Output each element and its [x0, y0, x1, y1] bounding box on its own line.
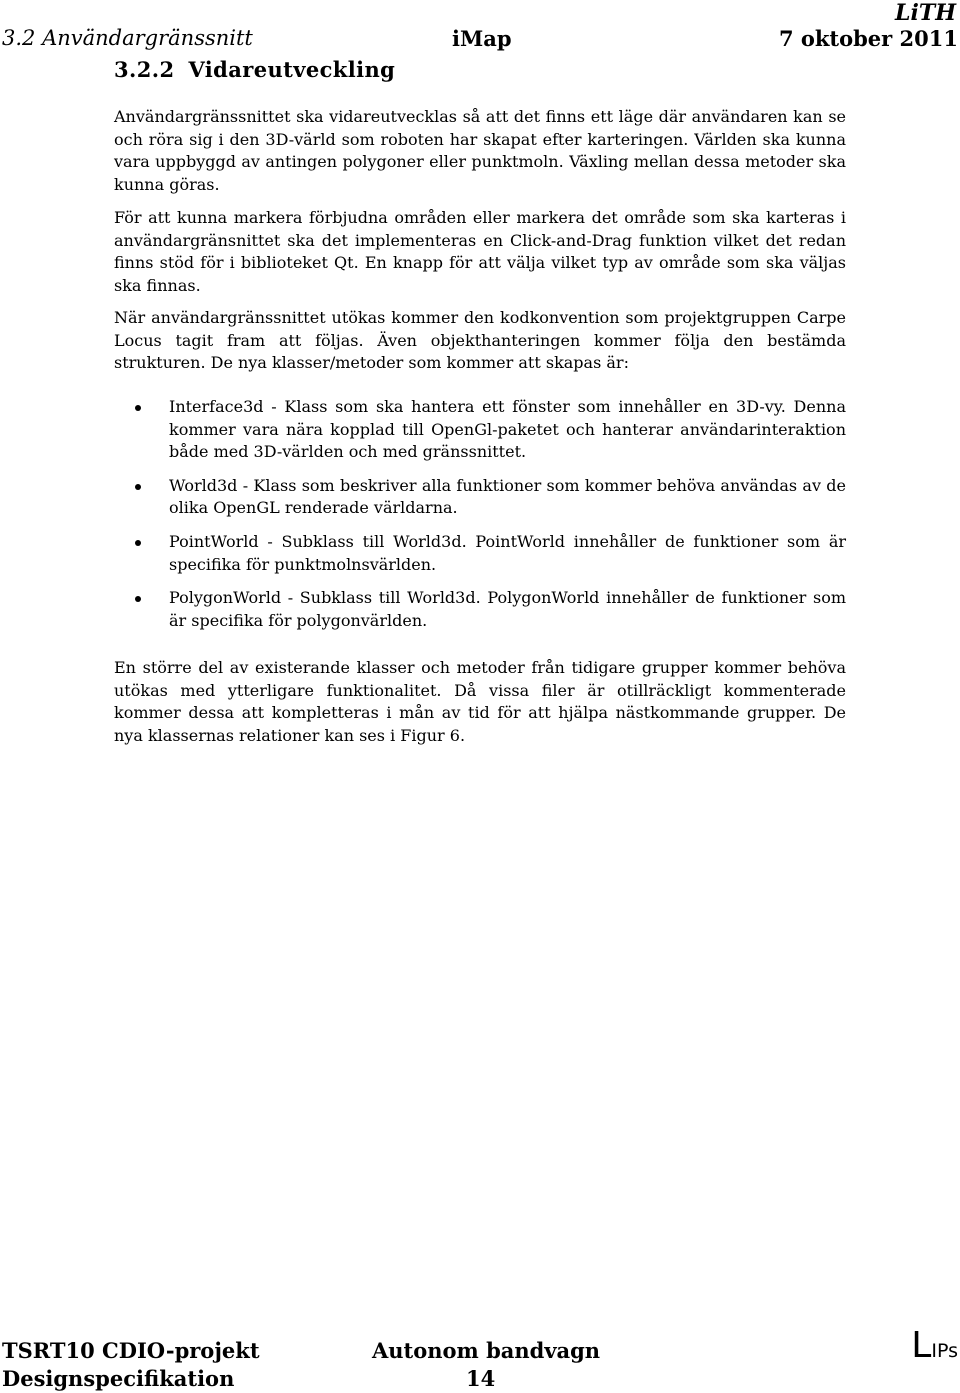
bullet-icon: [135, 540, 141, 546]
paragraph-text: Användargränssnittet ska vidareutvecklas så att det finns ett läge där användaren kan se och röra sig i den 3D-värld som roboten har skapat efter karteringen. Världen ska kunna vara uppbyggd av antingen polygoner eller punktmoln. Växling mellan dessa metoder ska kunna göras.: [114, 107, 846, 194]
footer-course: TSRT10 CDIO-projekt: [2, 1338, 260, 1363]
header-project: iMap: [452, 26, 512, 51]
list-item-text: PointWorld - Subklass till World3d. PointWorld innehåller de funktioner som är specifika för punktmolnsvärlden.: [169, 531, 846, 574]
footer-title: Autonom bandvagn: [372, 1338, 601, 1363]
header-section: 3.2 Användargränssnitt: [2, 26, 253, 50]
list-item-text: Interface3d - Klass som ska hantera ett fönster som innehåller en 3D-vy. Denna kommer vara nära kopplad till OpenGl-paketet och hanterar användarinteraktion både med 3D-världen och med gränssnittet.: [169, 397, 846, 462]
list-item-text: World3d - Klass som beskriver alla funktioner som kommer behöva användas av de olika OpenGL renderade världarna.: [169, 475, 846, 518]
class-list: [114, 396, 846, 632]
footer-document: Designspecifikation: [2, 1366, 235, 1391]
logo-letter: L: [911, 1325, 932, 1366]
lips-logo: [911, 1325, 958, 1366]
paragraph-1: [114, 106, 846, 196]
list-item: [114, 396, 846, 464]
page-number: 14: [466, 1366, 496, 1391]
paragraph-text: För att kunna markera förbjudna områden eller markera det område som ska karteras i användargränsnittet ska det implementeras en Click-and-Drag funktion vilket det redan finns stöd för i biblioteket Qt. En knapp för att välja vilket typ av område som ska väljas ska finnas.: [114, 208, 846, 295]
bullet-icon: [135, 484, 141, 490]
bullet-icon: [135, 596, 141, 602]
section-heading: [114, 57, 395, 82]
paragraph-4: [114, 657, 846, 747]
logo-text: IPs: [931, 1340, 958, 1362]
header-institution: LiTH: [895, 0, 956, 26]
section-number: 3.2.2: [114, 57, 175, 82]
section-title: Vidareutveckling: [188, 57, 396, 82]
list-item: [114, 531, 846, 576]
list-item: [114, 587, 846, 632]
header-date: 7 oktober 2011: [778, 26, 958, 51]
bullet-icon: [135, 405, 141, 411]
list-item: [114, 475, 846, 520]
paragraph-2: [114, 207, 846, 297]
list-item-text: PolygonWorld - Subklass till World3d. PolygonWorld innehåller de funktioner som är specifika för polygonvärlden.: [169, 588, 846, 630]
paragraph-3: [114, 307, 846, 375]
paragraph-text: En större del av existerande klasser och metoder från tidigare grupper kommer behöva utökas med ytterligare funktionalitet. Då vissa filer är otillräckligt kommenterade kommer dessa att kompletteras i mån av tid för att hjälpa nästkommande grupper. De nya klassernas relationer kan ses i Figur 6.: [114, 658, 846, 745]
paragraph-text: När användargränssnittet utökas kommer den kodkonvention som projektgruppen Carpe Locus tagit fram att följas. Även objekthanteringen kommer följa den bestämda strukturen. De nya klasser/metoder som kommer att skapas är:: [114, 308, 846, 373]
